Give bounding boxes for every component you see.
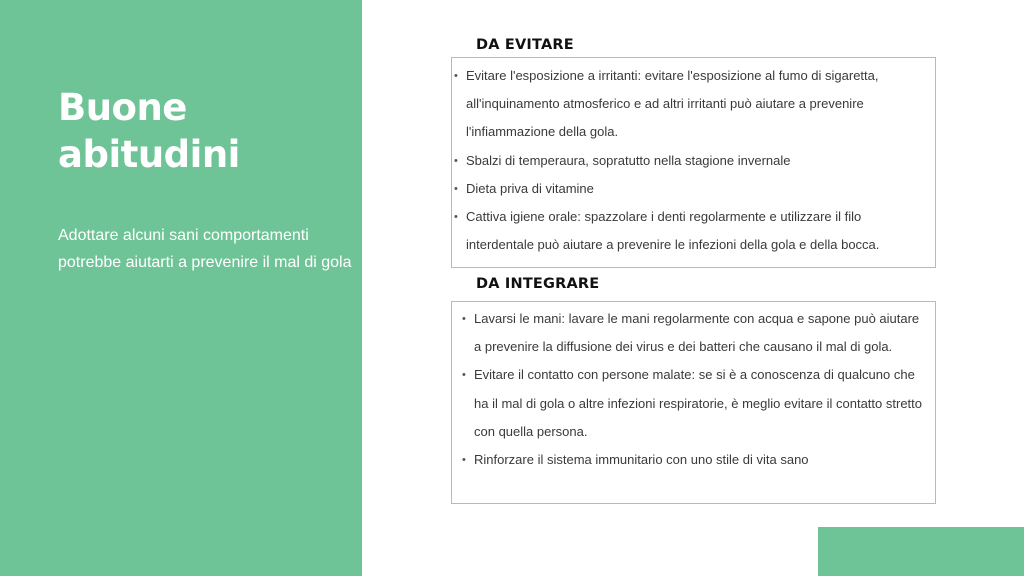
left-panel <box>0 0 362 576</box>
bullet-icon: • <box>462 313 466 325</box>
section-heading-avoid: DA EVITARE <box>476 37 574 53</box>
slide-title: Buone abitudini <box>58 86 240 176</box>
list-item <box>462 305 929 361</box>
bullet-icon: • <box>454 211 458 224</box>
list-item-text: Lavarsi le mani: lavare le mani regolarmente con acqua e sapone può aiutare a prevenire la diffusione dei virus e dei batteri che causano il mal di gola. <box>474 311 920 355</box>
section-heading-integrate: DA INTEGRARE <box>476 276 600 292</box>
list-item <box>454 147 931 175</box>
integrate-list <box>452 302 935 474</box>
list-item <box>454 62 931 147</box>
integrate-list-box <box>451 301 936 504</box>
list-item <box>454 175 931 203</box>
avoid-list <box>452 58 935 259</box>
bullet-icon: • <box>462 369 466 382</box>
list-item <box>462 361 929 446</box>
avoid-list-box <box>451 57 936 268</box>
list-item <box>462 446 929 474</box>
decorative-corner-block <box>818 527 1024 576</box>
list-item-text: Dieta priva di vitamine <box>466 180 594 196</box>
list-item-text: Sbalzi di temperaura, sopratutto nella stagione invernale <box>466 152 791 168</box>
bullet-icon: • <box>462 454 466 467</box>
list-item-text: Evitare l'esposizione a irritanti: evitare l'esposizione al fumo di sigaretta, all'inquinamento atmosferico e ad altri irritanti può aiutare a prevenire l'infiammazione della gola. <box>466 68 879 140</box>
list-item-text: Cattiva igiene orale: spazzolare i denti regolarmente e utilizzare il filo interdentale può aiutare a prevenire le infezioni della gola e della bocca. <box>466 209 880 253</box>
list-item-text: Evitare il contatto con persone malate: se si è a conoscenza di qualcuno che ha il mal di gola o altre infezioni respiratorie, è meglio evitare il contatto stretto con quella persona. <box>474 367 922 439</box>
list-item <box>454 203 931 259</box>
list-item-text: Rinforzare il sistema immunitario con uno stile di vita sano <box>474 452 809 468</box>
slide-subtitle: Adottare alcuni sani comportamenti potrebbe aiutarti a prevenire il mal di gola <box>58 227 352 271</box>
bullet-icon: • <box>454 70 458 82</box>
bullet-icon: • <box>454 182 458 195</box>
bullet-icon: • <box>454 154 458 167</box>
